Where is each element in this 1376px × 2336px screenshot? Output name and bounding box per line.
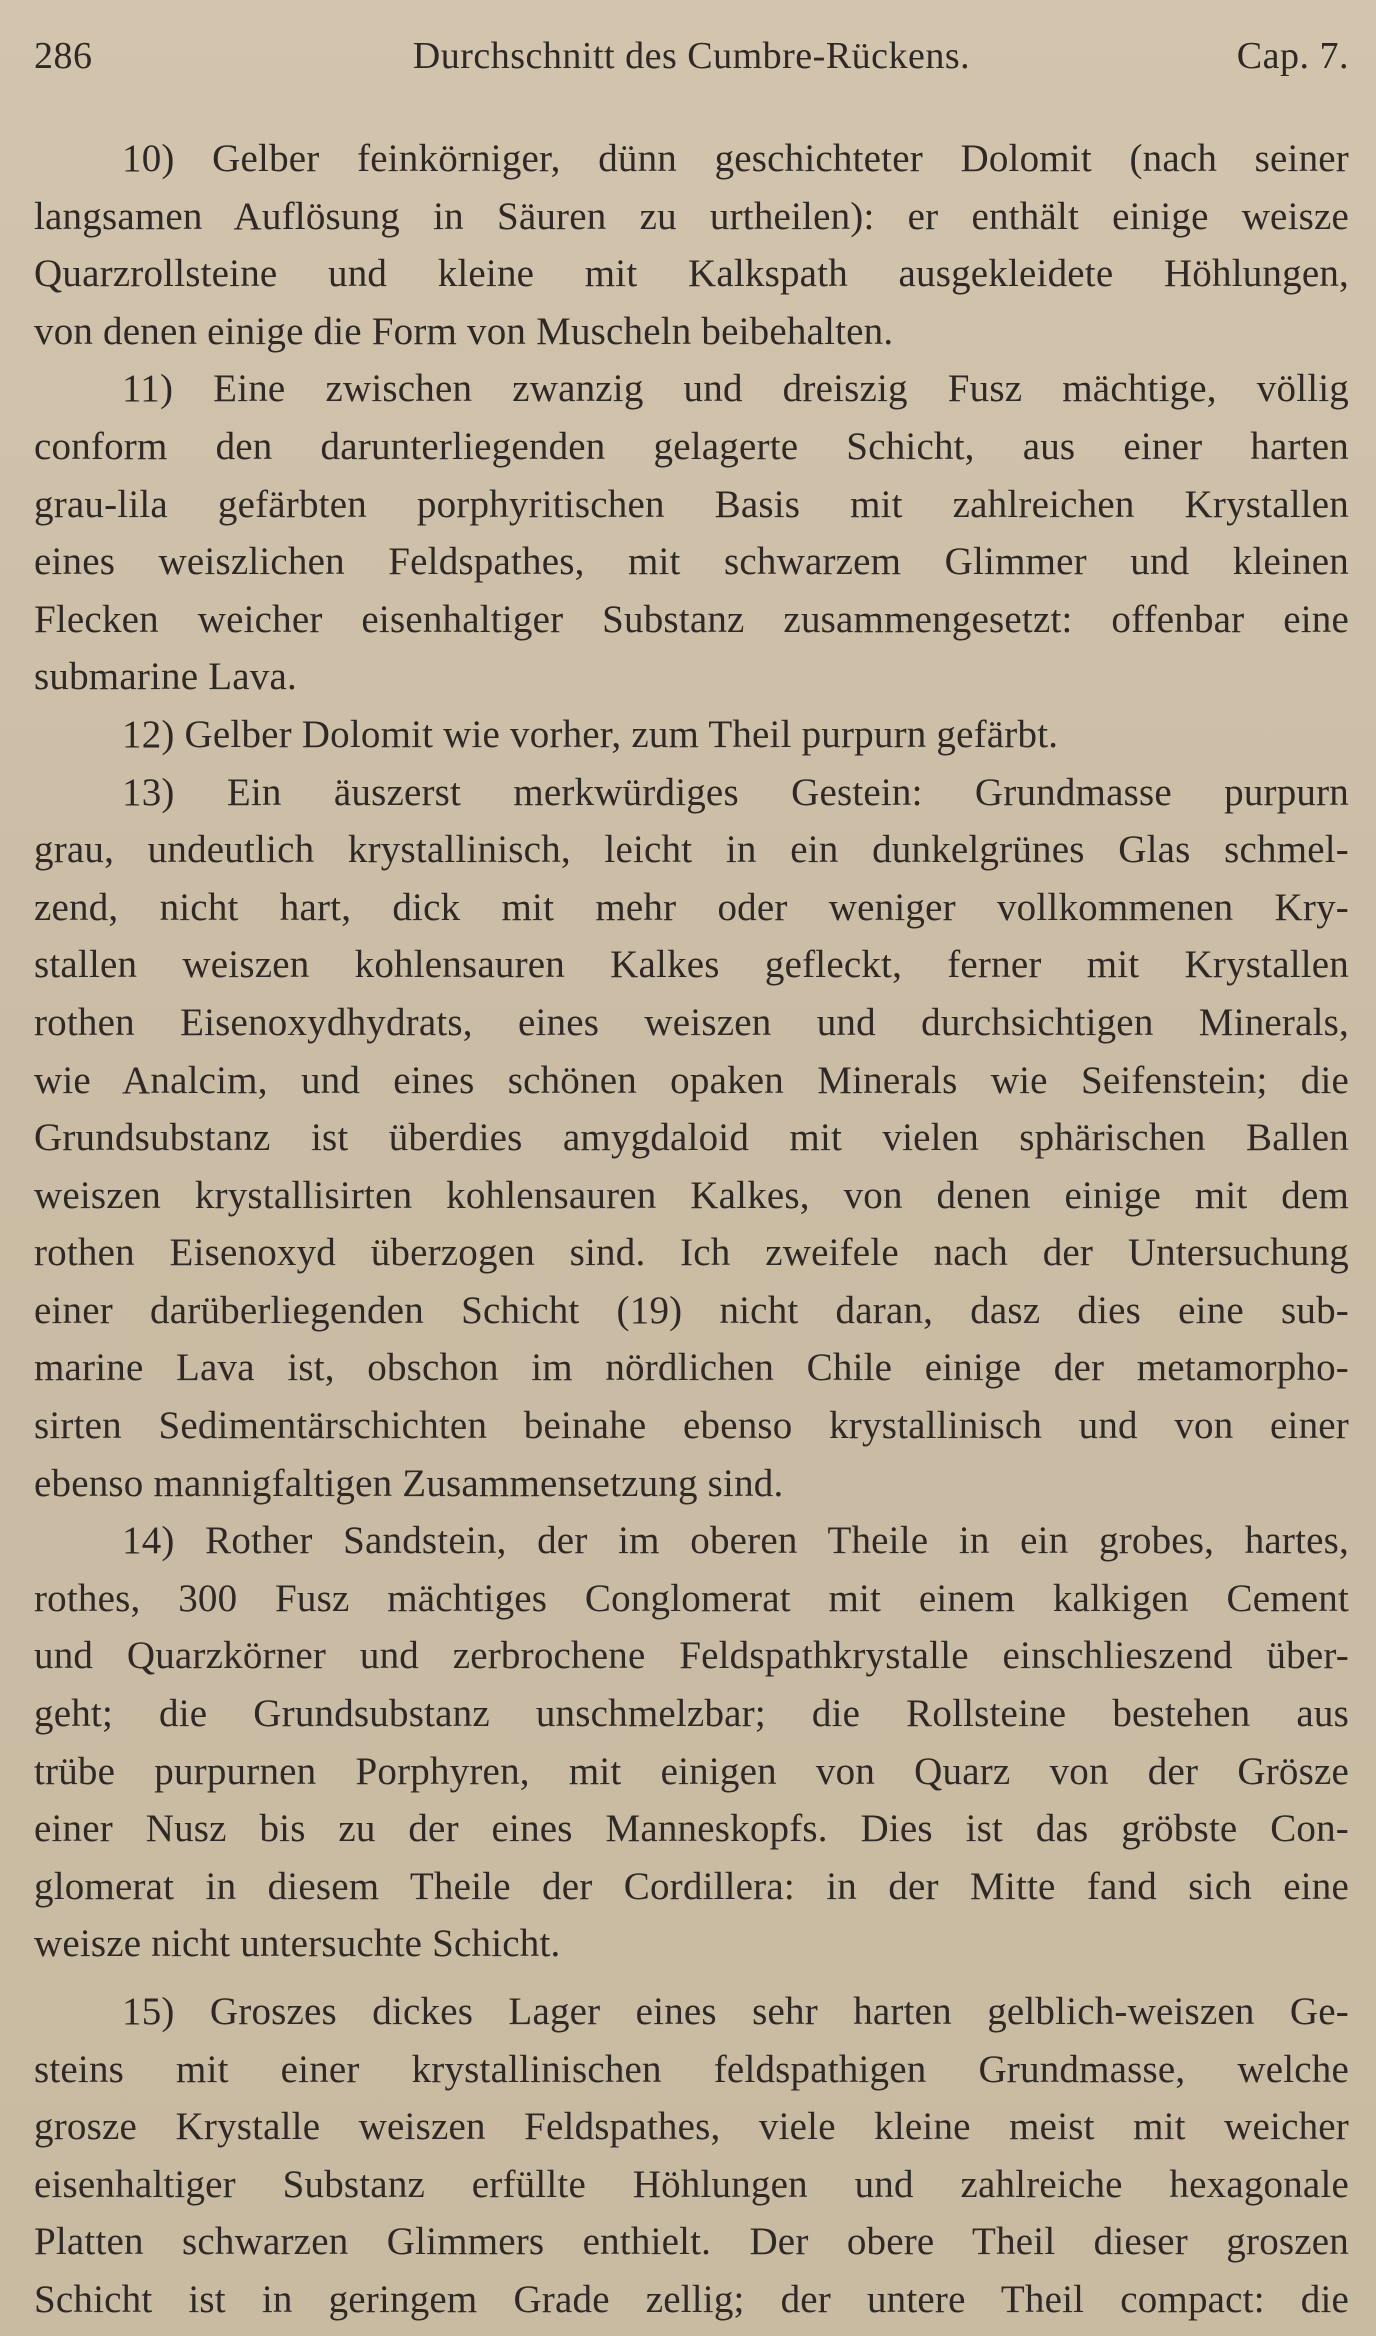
text-line: 13) Ein äuszerst merkwürdiges Gestein: Grundmasse purpurn [122,770,1349,814]
text-line: Platten schwarzen Glimmers enthielt. Der obere Theil dieser groszen [34,2220,1349,2264]
text-line: 15) Groszes dickes Lager eines sehr harten gelblich-weiszen Ge- [122,1990,1349,2033]
running-header [34,20,1349,92]
paragraph-13 [34,764,1349,1513]
text-line: grau-lila gefärbten porphyritischen Basis mit zahlreichen Krystallen [34,482,1349,526]
text-line: steins mit einer krystallinischen feldspathigen Grundmasse, welche [34,2047,1349,2091]
text-line: 14) Rother Sandstein, der im oberen Theile in ein grobes, hartes, [122,1519,1349,1563]
text-line: rothen Eisenoxydhydrats, eines weiszen und durchsichtigen Minerals, [34,1000,1349,1044]
text-line: Flecken weicher eisenhaltiger Substanz zusammengesetzt: offenbar eine [34,597,1349,641]
paragraph-11 [34,360,1349,706]
text-line: und Quarzkörner und zerbrochene Feldspathkrystalle einschlieszend über- [34,1634,1349,1678]
text-line: 12) Gelber Dolomit wie vorher, zum Theil purpurn gefärbt. [122,712,1059,756]
text-line: conform den darunterliegenden gelagerte Schicht, aus einer harten [34,424,1349,468]
chapter-label: Cap. 7. [1236,35,1349,77]
text-line: grau, undeutlich krystallinisch, leicht in ein dunkelgrünes Glas schmel- [34,828,1349,872]
text-line: rothen Eisenoxyd überzogen sind. Ich zweifele nach der Untersuchung [34,1231,1349,1275]
page-number: 286 [34,35,93,77]
text-line: einer Nusz bis zu der eines Manneskopfs. Dies ist das gröbste Con- [34,1807,1349,1851]
text-line: Schicht ist in geringem Grade zellig; der untere Theil compact: die [34,2277,1349,2321]
text-line: Quarzrollsteine und kleine mit Kalkspath ausgekleidete Höhlungen, [34,252,1349,296]
text-line: submarine Lava. [34,655,297,699]
text-line: sirten Sedimentärschichten beinahe ebenso krystallinisch und von einer [34,1404,1349,1448]
paragraph-gap [34,1973,1349,1983]
text-line: stallen weiszen kohlensauren Kalkes gefleckt, ferner mit Krystallen [34,943,1349,987]
text-line: langsamen Auflösung in Säuren zu urtheilen): er enthält einige weisze [34,194,1349,238]
text-line: weisze nicht untersuchte Schicht. [34,1922,561,1966]
page-body [34,130,1349,2329]
text-line: 11) Eine zwischen zwanzig und dreiszig Fusz mächtige, völlig [122,367,1349,411]
paragraph-10 [34,130,1349,360]
text-line: zend, nicht hart, dick mit mehr oder weniger vollkommenen Kry- [34,885,1349,929]
text-line: weiszen krystallisirten kohlensauren Kalkes, von denen einige mit dem [34,1173,1349,1217]
text-line: eines weiszlichen Feldspathes, mit schwarzem Glimmer und kleinen [34,540,1349,584]
text-line: von denen einige die Form von Muscheln beibehalten. [34,309,894,353]
text-line: eisenhaltiger Substanz erfüllte Höhlungen und zahlreiche hexagonale [34,2162,1349,2206]
text-line: ebenso mannigfaltigen Zusammensetzung sind. [34,1461,784,1505]
text-line: glomerat in diesem Theile der Cordillera: in der Mitte fand sich eine [34,1864,1349,1908]
text-line: Grundsubstanz ist überdies amygdaloid mit vielen sphärischen Ballen [34,1116,1349,1160]
text-line: 10) Gelber feinkörniger, dünn geschichteter Dolomit (nach seiner [122,137,1349,180]
running-title: Durchschnitt des Cumbre-Rückens. [412,35,971,77]
paragraph-12 [34,706,1349,764]
text-line: marine Lava ist, obschon im nördlichen Chile einige der metamorpho- [34,1346,1349,1390]
text-line: wie Analcim, und eines schönen opaken Minerals wie Seifenstein; die [34,1058,1349,1102]
paragraph-14 [34,1512,1349,1973]
text-line: grosze Krystalle weiszen Feldspathes, viele kleine meist mit weicher [34,2105,1349,2149]
text-line: rothes, 300 Fusz mächtiges Conglomerat mit einem kalkigen Cement [34,1576,1349,1620]
text-line: trübe purpurnen Porphyren, mit einigen von Quarz von der Grösze [34,1749,1349,1793]
paragraph-15 [34,1983,1349,2329]
text-line: geht; die Grundsubstanz unschmelzbar; die Rollsteine bestehen aus [34,1692,1349,1736]
text-line: einer darüberliegenden Schicht (19) nicht daran, dasz dies eine sub- [34,1288,1349,1332]
